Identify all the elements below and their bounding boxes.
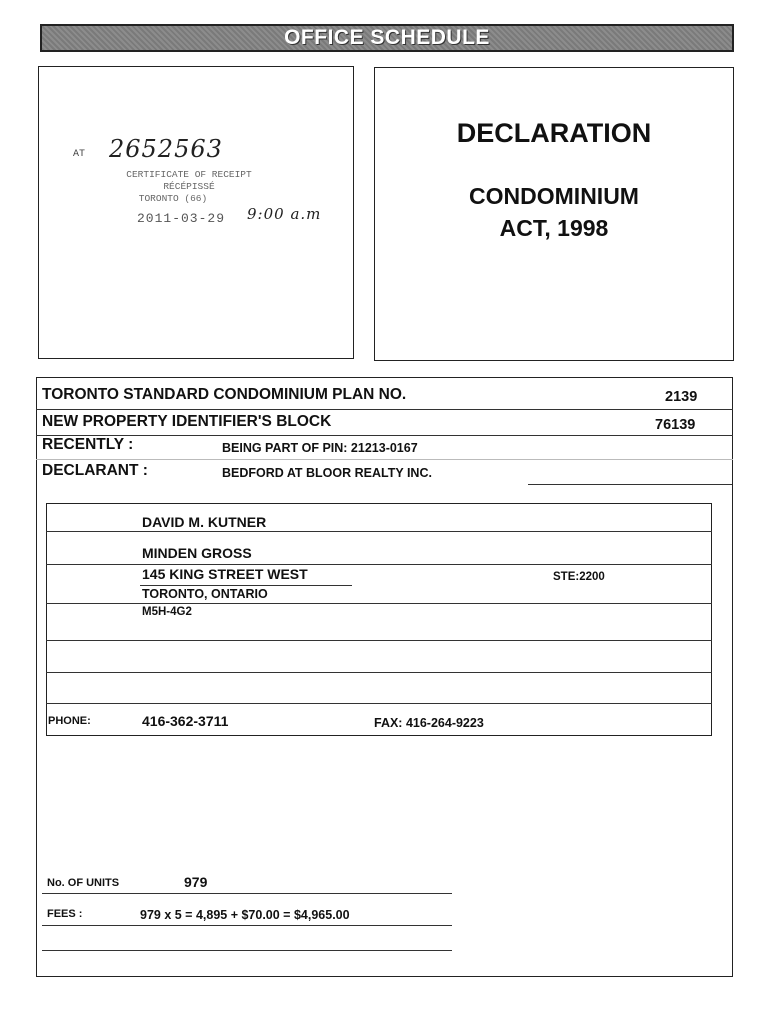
receipt-number: 2652563 [109, 135, 223, 163]
declarant-label: DECLARANT : [42, 462, 148, 479]
declarant-value: BEDFORD AT BLOOR REALTY INC. [222, 466, 432, 480]
address-divider [46, 703, 712, 704]
stamp-recepisse-line: RÉCÉPISSÉ [163, 181, 215, 192]
address-divider [46, 603, 712, 604]
recently-label: RECENTLY : [42, 436, 134, 453]
address-divider [46, 640, 712, 641]
fees-underline [42, 925, 452, 926]
fax-number: FAX: 416-264-9223 [374, 716, 484, 730]
postal-code: M5H-4G2 [142, 606, 192, 618]
suite-number: STE:2200 [553, 571, 605, 583]
act-line-1: CONDOMINIUM [469, 183, 639, 209]
street-underline [140, 585, 352, 586]
pin-block-number: 76139 [655, 417, 696, 433]
plan-number: 2139 [665, 389, 698, 405]
units-underline [42, 893, 452, 894]
address-divider [46, 531, 712, 532]
plan-label: TORONTO STANDARD CONDOMINIUM PLAN NO. [42, 386, 407, 403]
stamp-office-line: TORONTO (66) [138, 193, 208, 204]
act-line-2: ACT, 1998 [499, 215, 609, 241]
act-title [375, 180, 733, 244]
row-divider [36, 409, 733, 410]
firm-name: MINDEN GROSS [142, 545, 252, 561]
stamp-date: 2011-03-29 [137, 211, 226, 226]
receipt-stamp-box [38, 66, 354, 359]
phone-number: 416-362-3711 [142, 713, 229, 729]
units-label: No. OF UNITS [47, 877, 120, 889]
stamp-certificate-line: CERTIFICATE OF RECEIPT [126, 169, 252, 180]
address-box [46, 503, 712, 736]
fees-label: FEES : [47, 908, 83, 920]
stamp-at-label: AT [73, 149, 86, 160]
declarant-underline [528, 484, 732, 485]
contact-name: DAVID M. KUTNER [142, 514, 267, 530]
row-divider [36, 435, 733, 436]
street-address: 145 KING STREET WEST [142, 566, 308, 582]
address-divider [46, 564, 712, 565]
page-title: OFFICE SCHEDULE [284, 26, 490, 49]
pin-block-label: NEW PROPERTY IDENTIFIER'S BLOCK [42, 413, 332, 430]
address-divider [46, 672, 712, 673]
row-divider [36, 459, 733, 460]
blank-underline [42, 950, 452, 951]
phone-label: PHONE: [48, 715, 91, 727]
units-value: 979 [184, 874, 208, 890]
declaration-box [374, 67, 734, 361]
recently-value: BEING PART OF PIN: 21213-0167 [222, 441, 418, 455]
city-province: TORONTO, ONTARIO [142, 587, 268, 601]
fees-value: 979 x 5 = 4,895 + $70.00 = $4,965.00 [140, 908, 350, 922]
office-schedule-banner [40, 24, 734, 52]
declaration-title: DECLARATION [456, 118, 652, 148]
stamp-time: 9:00 a.m [247, 205, 322, 223]
